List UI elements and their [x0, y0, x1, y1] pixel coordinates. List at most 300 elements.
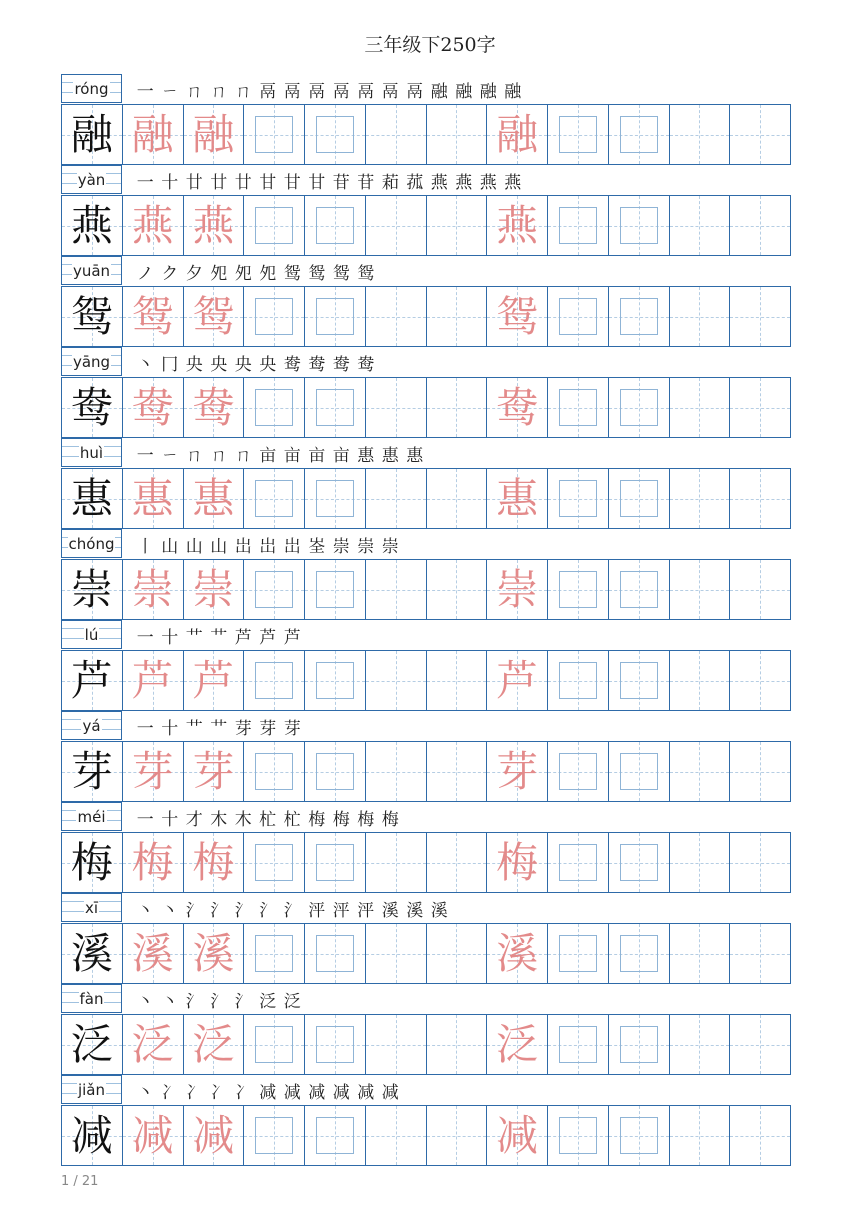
writing-cell-boxed[interactable] [548, 560, 609, 619]
trace-character: 梅 [192, 837, 235, 887]
trace-character: 鸯 [496, 382, 539, 432]
trace-character: 溪 [131, 928, 174, 978]
stroke-step: 甘 [283, 173, 301, 193]
trace-character-cell [184, 560, 245, 619]
inner-guide-box [255, 207, 293, 244]
writing-cell-boxed[interactable] [305, 742, 366, 801]
writing-cell-boxed[interactable] [244, 833, 305, 892]
stroke-step: 泛 [259, 992, 277, 1012]
trace-character: 燕 [192, 200, 235, 250]
trace-character-cell [487, 560, 548, 619]
pinyin-label: yá [82, 716, 101, 735]
stroke-step: 惠 [406, 446, 424, 466]
practice-row [61, 104, 791, 165]
inner-guide-box [255, 116, 293, 153]
inner-guide-box [255, 1026, 293, 1063]
stroke-step: 峑 [308, 537, 326, 557]
trace-character-cell [487, 742, 548, 801]
trace-character: 崇 [192, 564, 235, 614]
trace-character-cell [487, 1106, 548, 1165]
stroke-step: 夗 [234, 264, 252, 284]
stroke-step: 杧 [259, 810, 277, 830]
trace-character: 惠 [192, 473, 235, 523]
writing-cell-boxed[interactable] [609, 378, 670, 437]
stroke-step: 央 [185, 355, 203, 375]
inner-guide-box [620, 935, 658, 972]
writing-cell[interactable] [730, 1015, 791, 1074]
stroke-step: ㄇ [185, 446, 203, 466]
writing-cell[interactable] [427, 196, 488, 255]
model-character: 崇 [70, 564, 113, 614]
writing-cell-boxed[interactable] [305, 469, 366, 528]
writing-cell-boxed[interactable] [305, 196, 366, 255]
stroke-step: 鬲 [381, 82, 399, 102]
stroke-step: 丶 [136, 1083, 154, 1103]
writing-cell[interactable] [730, 469, 791, 528]
stroke-step: ノ [136, 264, 154, 284]
trace-character: 惠 [496, 473, 539, 523]
writing-cell[interactable] [366, 1106, 427, 1165]
inner-guide-box [316, 753, 354, 790]
stroke-step: 鬲 [406, 82, 424, 102]
stroke-step: 鸯 [283, 355, 301, 375]
trace-character-cell [487, 469, 548, 528]
writing-cell[interactable] [366, 469, 427, 528]
writing-cell-boxed[interactable] [548, 1015, 609, 1074]
writing-cell[interactable] [427, 651, 488, 710]
writing-cell[interactable] [366, 196, 427, 255]
stroke-step: 鸳 [357, 264, 375, 284]
pinyin-box [61, 74, 122, 103]
trace-character-cell [184, 1015, 245, 1074]
writing-cell-boxed[interactable] [609, 651, 670, 710]
page-number: 1 / 21 [61, 1174, 99, 1189]
writing-cell-boxed[interactable] [609, 469, 670, 528]
writing-cell-boxed[interactable] [244, 469, 305, 528]
pinyin-label: chóng [68, 534, 115, 553]
trace-character-cell [184, 469, 245, 528]
trace-character: 融 [496, 109, 539, 159]
stroke-step: 燕 [479, 173, 497, 193]
pinyin-box [61, 165, 122, 194]
trace-character-cell [184, 651, 245, 710]
writing-cell-boxed[interactable] [244, 287, 305, 346]
writing-cell-boxed[interactable] [305, 924, 366, 983]
writing-cell-boxed[interactable] [244, 924, 305, 983]
stroke-step: 泙 [308, 901, 326, 921]
stroke-step: 氵 [234, 992, 252, 1012]
model-character: 燕 [70, 200, 113, 250]
character-entry [61, 711, 791, 802]
trace-character: 梅 [131, 837, 174, 887]
writing-cell[interactable] [366, 833, 427, 892]
writing-cell-boxed[interactable] [609, 833, 670, 892]
trace-character-cell [487, 287, 548, 346]
stroke-step: 苷 [332, 173, 350, 193]
stroke-step: 氵 [283, 901, 301, 921]
stroke-order [133, 624, 305, 648]
trace-character: 减 [131, 1110, 174, 1160]
model-character-cell [62, 287, 123, 346]
stroke-step: 鸯 [357, 355, 375, 375]
inner-guide-box [316, 844, 354, 881]
writing-cell-boxed[interactable] [548, 196, 609, 255]
writing-cell[interactable] [670, 651, 731, 710]
writing-cell[interactable] [730, 651, 791, 710]
writing-cell-boxed[interactable] [305, 105, 366, 164]
writing-cell-boxed[interactable] [609, 742, 670, 801]
trace-character-cell [123, 742, 184, 801]
writing-cell-boxed[interactable] [244, 196, 305, 255]
pinyin-box [61, 438, 122, 467]
model-character: 梅 [70, 837, 113, 887]
stroke-step: 芽 [283, 719, 301, 739]
writing-cell-boxed[interactable] [609, 287, 670, 346]
trace-character: 燕 [496, 200, 539, 250]
practice-row [61, 468, 791, 529]
stroke-step: 一 [136, 810, 154, 830]
stroke-step: 甘 [259, 173, 277, 193]
writing-cell-boxed[interactable] [305, 651, 366, 710]
trace-character: 芦 [131, 655, 174, 705]
inner-guide-box [620, 298, 658, 335]
writing-cell[interactable] [427, 560, 488, 619]
pinyin-label: jiǎn [77, 1080, 106, 1099]
inner-guide-box [255, 844, 293, 881]
writing-cell[interactable] [427, 378, 488, 437]
writing-cell[interactable] [366, 287, 427, 346]
writing-cell[interactable] [670, 105, 731, 164]
trace-character: 梅 [496, 837, 539, 887]
inner-guide-box [559, 1117, 597, 1154]
writing-cell-boxed[interactable] [305, 378, 366, 437]
trace-character-cell [184, 196, 245, 255]
writing-cell[interactable] [730, 287, 791, 346]
pinyin-box [61, 620, 122, 649]
inner-guide-box [620, 1117, 658, 1154]
practice-row [61, 286, 791, 347]
stroke-step: 岀 [259, 537, 277, 557]
inner-guide-box [316, 935, 354, 972]
character-entry [61, 74, 791, 165]
inner-guide-box [316, 571, 354, 608]
stroke-step: 丶 [136, 901, 154, 921]
trace-character: 惠 [131, 473, 174, 523]
stroke-step: 十 [161, 719, 179, 739]
stroke-step: 亩 [332, 446, 350, 466]
writing-cell[interactable] [730, 1106, 791, 1165]
inner-guide-box [316, 207, 354, 244]
pinyin-label: xī [84, 898, 99, 917]
trace-character: 芽 [131, 746, 174, 796]
stroke-step: 芦 [259, 628, 277, 648]
writing-cell[interactable] [670, 833, 731, 892]
inner-guide-box [316, 298, 354, 335]
writing-cell-boxed[interactable] [305, 1015, 366, 1074]
trace-character: 减 [192, 1110, 235, 1160]
trace-character-cell [184, 742, 245, 801]
writing-cell-boxed[interactable] [305, 287, 366, 346]
writing-cell-boxed[interactable] [305, 560, 366, 619]
writing-cell-boxed[interactable] [548, 651, 609, 710]
stroke-step: 减 [357, 1083, 375, 1103]
writing-cell[interactable] [730, 833, 791, 892]
inner-guide-box [620, 662, 658, 699]
trace-character-cell [487, 1015, 548, 1074]
trace-character: 泛 [496, 1019, 539, 1069]
page-title: 三年级下250字 [364, 34, 496, 56]
writing-cell-boxed[interactable] [609, 196, 670, 255]
stroke-step: 丶 [161, 992, 179, 1012]
pinyin-label: lú [84, 625, 99, 644]
pinyin-label: róng [74, 79, 109, 98]
model-character: 芽 [70, 746, 113, 796]
practice-row [61, 832, 791, 893]
practice-row [61, 559, 791, 620]
writing-cell[interactable] [366, 105, 427, 164]
writing-cell-boxed[interactable] [244, 105, 305, 164]
model-character-cell [62, 469, 123, 528]
stroke-step: 鬲 [259, 82, 277, 102]
inner-guide-box [255, 1117, 293, 1154]
writing-cell[interactable] [670, 378, 731, 437]
writing-cell[interactable] [427, 1015, 488, 1074]
writing-cell-boxed[interactable] [609, 1106, 670, 1165]
stroke-step: 惠 [357, 446, 375, 466]
character-entry [61, 529, 791, 620]
trace-character: 溪 [192, 928, 235, 978]
model-character-cell [62, 1015, 123, 1074]
inner-guide-box [559, 298, 597, 335]
stroke-step: 亩 [283, 446, 301, 466]
writing-cell[interactable] [670, 469, 731, 528]
writing-cell-boxed[interactable] [548, 833, 609, 892]
writing-cell[interactable] [730, 105, 791, 164]
stroke-order [133, 442, 427, 466]
stroke-step: 岀 [283, 537, 301, 557]
writing-cell-boxed[interactable] [548, 1106, 609, 1165]
writing-cell[interactable] [366, 1015, 427, 1074]
trace-character-cell [184, 924, 245, 983]
model-character-cell [62, 1106, 123, 1165]
stroke-step: 梅 [357, 810, 375, 830]
trace-character-cell [123, 924, 184, 983]
writing-cell[interactable] [427, 469, 488, 528]
stroke-step: 十 [161, 173, 179, 193]
practice-row [61, 650, 791, 711]
writing-cell-boxed[interactable] [244, 742, 305, 801]
pinyin-box [61, 984, 122, 1013]
model-character: 惠 [70, 473, 113, 523]
writing-cell[interactable] [366, 924, 427, 983]
inner-guide-box [316, 662, 354, 699]
inner-guide-box [620, 844, 658, 881]
character-entry [61, 347, 791, 438]
pinyin-box [61, 893, 122, 922]
writing-cell[interactable] [427, 924, 488, 983]
writing-cell[interactable] [366, 742, 427, 801]
stroke-step: 山 [161, 537, 179, 557]
trace-character-cell [487, 833, 548, 892]
writing-cell-boxed[interactable] [548, 469, 609, 528]
model-character-cell [62, 924, 123, 983]
stroke-step: 央 [259, 355, 277, 375]
writing-cell[interactable] [670, 196, 731, 255]
model-character-cell [62, 378, 123, 437]
stroke-step: 廿 [185, 173, 203, 193]
writing-cell-boxed[interactable] [548, 378, 609, 437]
writing-cell[interactable] [427, 1106, 488, 1165]
trace-character-cell [123, 196, 184, 255]
writing-cell-boxed[interactable] [244, 1106, 305, 1165]
stroke-step: 艹 [210, 719, 228, 739]
stroke-step: ク [161, 264, 179, 284]
stroke-step: 鸯 [308, 355, 326, 375]
inner-guide-box [620, 389, 658, 426]
stroke-step: 丶 [136, 355, 154, 375]
writing-cell-boxed[interactable] [244, 378, 305, 437]
stroke-step: 惠 [381, 446, 399, 466]
writing-cell[interactable] [670, 742, 731, 801]
stroke-step: 氵 [210, 992, 228, 1012]
writing-cell-boxed[interactable] [244, 560, 305, 619]
stroke-step: 丨 [136, 537, 154, 557]
writing-cell[interactable] [670, 924, 731, 983]
stroke-step: 崇 [332, 537, 350, 557]
stroke-step: 芦 [234, 628, 252, 648]
writing-cell[interactable] [670, 287, 731, 346]
trace-character: 鸯 [192, 382, 235, 432]
stroke-step: 一 [136, 628, 154, 648]
inner-guide-box [255, 298, 293, 335]
stroke-step: 一 [136, 173, 154, 193]
model-character: 泛 [70, 1019, 113, 1069]
stroke-step: ㄇ [210, 82, 228, 102]
writing-cell[interactable] [427, 742, 488, 801]
stroke-step: 减 [308, 1083, 326, 1103]
trace-character-cell [123, 1106, 184, 1165]
stroke-step: 冫 [210, 1083, 228, 1103]
pinyin-label: fàn [79, 989, 104, 1008]
inner-guide-box [620, 571, 658, 608]
writing-cell[interactable] [366, 378, 427, 437]
writing-cell[interactable] [670, 560, 731, 619]
stroke-order [133, 1079, 403, 1103]
writing-cell-boxed[interactable] [609, 924, 670, 983]
stroke-step: 泙 [332, 901, 350, 921]
stroke-step: 萂 [381, 173, 399, 193]
practice-sheet [61, 74, 791, 1166]
stroke-step: 苷 [357, 173, 375, 193]
character-entry [61, 438, 791, 529]
stroke-step: 泛 [283, 992, 301, 1012]
inner-guide-box [559, 844, 597, 881]
inner-guide-box [559, 116, 597, 153]
trace-character: 鸯 [131, 382, 174, 432]
writing-cell-boxed[interactable] [244, 651, 305, 710]
stroke-step: 才 [185, 810, 203, 830]
stroke-step: 央 [210, 355, 228, 375]
writing-cell[interactable] [427, 287, 488, 346]
model-character: 溪 [70, 928, 113, 978]
writing-cell-boxed[interactable] [609, 560, 670, 619]
inner-guide-box [316, 389, 354, 426]
inner-guide-box [559, 207, 597, 244]
writing-cell[interactable] [730, 378, 791, 437]
stroke-step: 廿 [234, 173, 252, 193]
trace-character: 芽 [192, 746, 235, 796]
trace-character-cell [123, 833, 184, 892]
writing-cell-boxed[interactable] [548, 742, 609, 801]
trace-character: 泛 [131, 1019, 174, 1069]
writing-cell-boxed[interactable] [305, 1106, 366, 1165]
writing-cell[interactable] [427, 833, 488, 892]
writing-cell-boxed[interactable] [305, 833, 366, 892]
inner-guide-box [559, 935, 597, 972]
writing-cell-boxed[interactable] [548, 105, 609, 164]
writing-cell[interactable] [427, 105, 488, 164]
stroke-step: 溪 [381, 901, 399, 921]
stroke-step: 亩 [259, 446, 277, 466]
inner-guide-box [255, 935, 293, 972]
stroke-step: 氵 [259, 901, 277, 921]
stroke-step: 氵 [210, 901, 228, 921]
writing-cell[interactable] [366, 560, 427, 619]
stroke-step: 冂 [161, 355, 179, 375]
stroke-step: 冫 [161, 1083, 179, 1103]
stroke-step: 减 [283, 1083, 301, 1103]
inner-guide-box [316, 480, 354, 517]
writing-cell[interactable] [670, 1015, 731, 1074]
writing-cell[interactable] [730, 560, 791, 619]
writing-cell[interactable] [730, 742, 791, 801]
stroke-step: 丶 [161, 901, 179, 921]
inner-guide-box [316, 1117, 354, 1154]
stroke-step: 甘 [308, 173, 326, 193]
writing-cell-boxed[interactable] [609, 1015, 670, 1074]
inner-guide-box [559, 753, 597, 790]
inner-guide-box [620, 480, 658, 517]
inner-guide-box [559, 1026, 597, 1063]
writing-cell[interactable] [366, 651, 427, 710]
trace-character: 崇 [496, 564, 539, 614]
stroke-order [133, 897, 452, 921]
stroke-step: 夕 [185, 264, 203, 284]
writing-cell[interactable] [670, 1106, 731, 1165]
stroke-step: 岀 [234, 537, 252, 557]
stroke-step: 溪 [430, 901, 448, 921]
trace-character-cell [184, 287, 245, 346]
writing-cell-boxed[interactable] [548, 924, 609, 983]
model-character: 鸯 [70, 382, 113, 432]
writing-cell[interactable] [730, 924, 791, 983]
stroke-step: 艹 [210, 628, 228, 648]
stroke-order [133, 351, 378, 375]
writing-cell-boxed[interactable] [548, 287, 609, 346]
stroke-step: 一 [136, 446, 154, 466]
writing-cell-boxed[interactable] [244, 1015, 305, 1074]
trace-character-cell [123, 287, 184, 346]
trace-character: 鸳 [496, 291, 539, 341]
writing-cell[interactable] [730, 196, 791, 255]
trace-character-cell [487, 196, 548, 255]
model-character-cell [62, 833, 123, 892]
practice-row [61, 1105, 791, 1166]
trace-character: 泛 [192, 1019, 235, 1069]
trace-character-cell [487, 651, 548, 710]
writing-cell-boxed[interactable] [609, 105, 670, 164]
trace-character: 鸳 [131, 291, 174, 341]
